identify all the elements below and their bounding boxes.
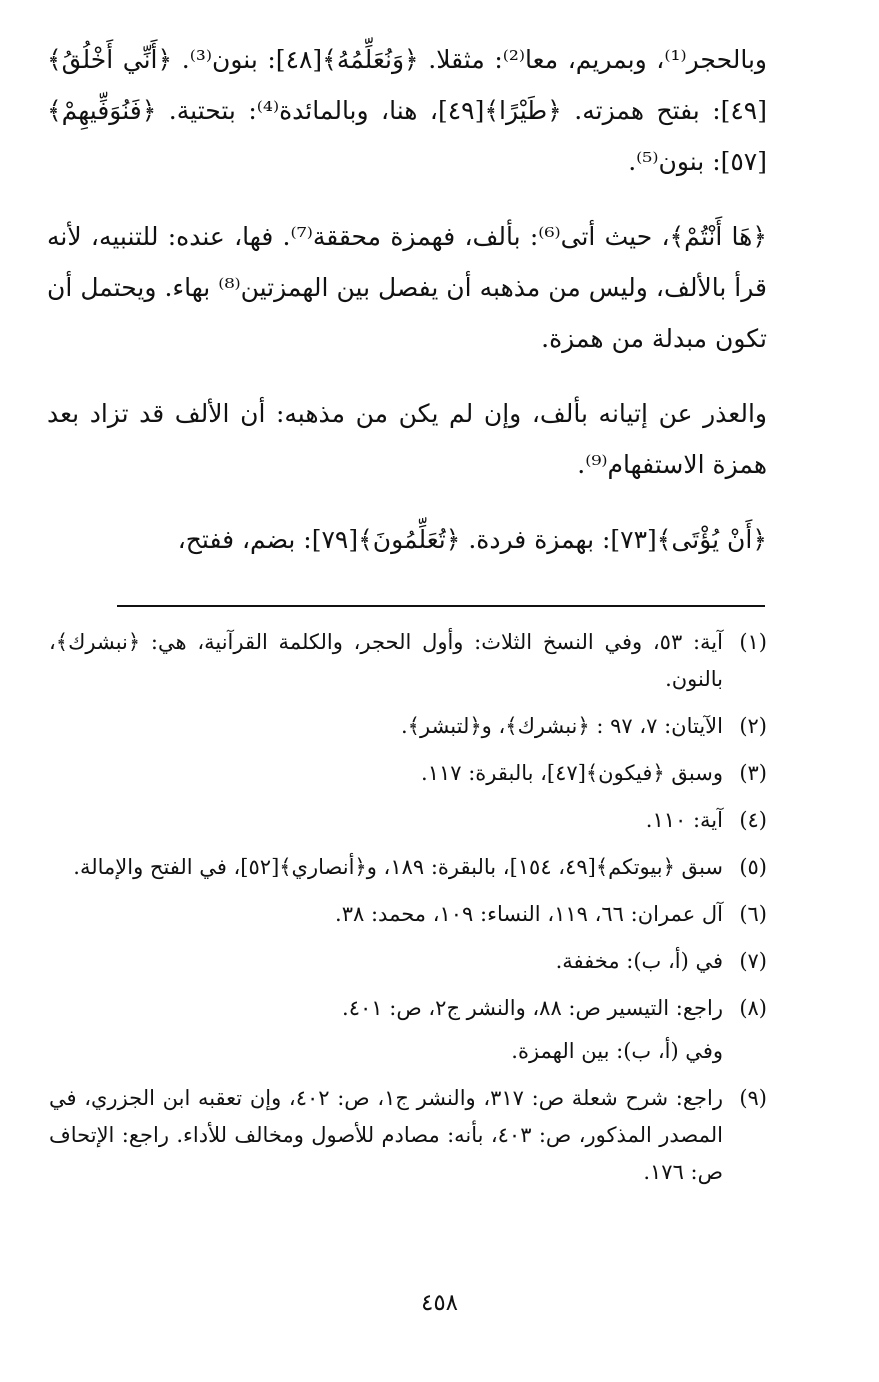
main-text	[47, 34, 767, 585]
footnote-number: (٨)	[739, 996, 767, 1020]
footnote-divider	[117, 605, 765, 607]
footnote-text: الآيتان: ٧، ٩٧ : ﴿نبشرك﴾، و﴿لتبشر﴾.	[401, 714, 723, 738]
footnote-text: آل عمران: ٦٦، ١١٩، النساء: ١٠٩، محمد: ٣٨.	[335, 902, 723, 926]
footnote-text: وفي (أ، ب): بين الهمزة.	[511, 1039, 723, 1063]
footnote-text: آية: ٥٣، وفي النسخ الثلاث: وأول الحجر، والكلمة القرآنية، هي: ﴿نبشرك﴾، بالنون.	[49, 630, 723, 691]
footnote-text: آية: ١١٠.	[645, 808, 723, 832]
page-number: ٤٥٨	[420, 1290, 459, 1316]
footnote-number: (٢)	[739, 714, 767, 738]
footnote-number: (٩)	[739, 1086, 767, 1110]
paragraph-1: وبالحجر⁽¹⁾، وبمريم، معا⁽²⁾: مثقلا. ﴿وَنُعَلِّمُهُ﴾[٤٨]: بنون⁽³⁾. ﴿أَنِّي أَخْلُقُ﴾[٤٩]: بفتح همزته. ﴿طَيْرًا﴾[٤٩]، هنا، وبالمائدة⁽⁴⁾: بتحتية. ﴿فَنُوَفِّيهِمْ﴾[٥٧]: بنون⁽⁵⁾.	[47, 45, 767, 176]
footnote-5	[49, 849, 767, 886]
paragraph-2: ﴿هَا أَنْتُمْ﴾، حيث أتى⁽⁶⁾: بألف، فهمزة محققة⁽⁷⁾. فها، عنده: للتنبيه، لأنه قرأ بالألف، وليس من مذهبه أن يفصل بين الهمزتين⁽⁸⁾ بهاء. ويحتمل أن تكون مبدلة من همزة.	[47, 222, 768, 353]
footnote-8	[49, 990, 767, 1027]
footnote-1	[49, 624, 767, 698]
footnote-text: سبق ﴿بيوتكم﴾[٤٩، ١٥٤]، بالبقرة: ١٨٩، و﴿أنصاري﴾[٥٢]، في الفتح والإمالة.	[73, 855, 723, 879]
footnote-3	[49, 755, 767, 792]
footnote-text: راجع: التيسير ص: ٨٨، والنشر ج٢، ص: ٤٠١.	[342, 996, 723, 1020]
footnote-8-continuation	[49, 1033, 767, 1070]
footnote-7	[49, 943, 767, 980]
footnote-6	[49, 896, 767, 933]
footnote-number: (١)	[739, 630, 767, 654]
footnote-text: وسبق ﴿فيكون﴾[٤٧]، بالبقرة: ١١٧.	[421, 761, 723, 785]
footnote-text: في (أ، ب): مخففة.	[555, 949, 723, 973]
footnote-number: (٣)	[739, 761, 767, 785]
footnote-number: (٦)	[739, 902, 767, 926]
footnote-text: راجع: شرح شعلة ص: ٣١٧، والنشر ج١، ص: ٤٠٢، وإن تعقبه ابن الجزري، في المصدر المذكور، ص: ٤٠٣، بأنه: مصادم للأصول ومخالف للأداء. راجع: الإتحاف ص: ١٧٦.	[49, 1086, 724, 1184]
footnote-number: (٥)	[739, 855, 767, 879]
footnote-2	[49, 708, 767, 745]
footnote-9	[49, 1080, 767, 1191]
footnote-number: (٤)	[739, 808, 767, 832]
footnote-number: (٧)	[739, 949, 767, 973]
paragraph-3: والعذر عن إتيانه بألف، وإن لم يكن من مذهبه: أن الألف قد تزاد بعد همزة الاستفهام⁽⁹⁾.	[47, 399, 767, 479]
footnote-4	[49, 802, 767, 839]
footnotes	[49, 624, 767, 1201]
paragraph-4: ﴿أَنْ يُؤْتَى﴾[٧٣]: بهمزة فردة. ﴿تُعَلِّمُونَ﴾[٧٩]: بضم، ففتح،	[177, 525, 767, 554]
